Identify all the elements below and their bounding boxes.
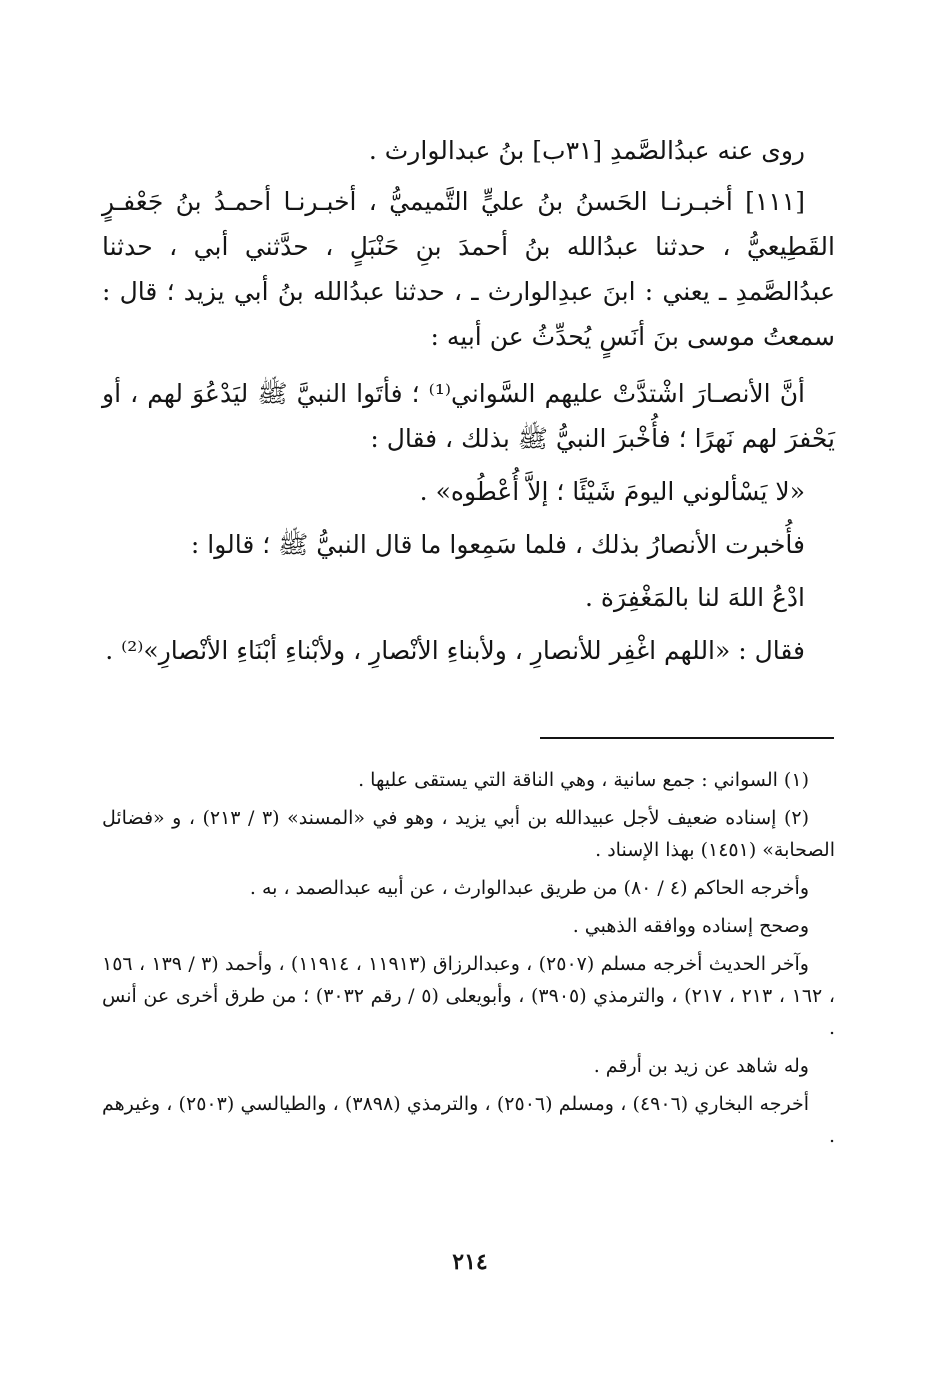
footnotes [102, 764, 835, 1158]
intro-line: روى عنه عبدُالصَّمدِ [٣١ب] بنُ عبدالوارث . [368, 136, 805, 165]
prophet-dua: فقال : «اللهم اغْفِر للأنصارِ ، ولأبناءِ الأنْصارِ ، ولأبْناءِ أبْنَاءِ الأنْصارِ»⁽²⁾ . [105, 636, 805, 665]
footnote-2-hakim: وأخرجه الحاكم (٤ / ٨٠) من طريق عبدالوارث ، عن أبيه عبدالصمد ، به . [249, 877, 809, 899]
footnote-2-dhahabi: وصحح إسناده ووافقه الذهبي . [572, 915, 809, 937]
main-text [102, 128, 835, 681]
footnote-1: (١) السواني : جمع سانية ، وهي الناقة التي يستقى عليها . [358, 769, 809, 791]
footnote-separator [540, 737, 834, 739]
prophet-quote: «لا يَسْألوني اليومَ شَيْئًا ؛ إلاَّ أُعْطُوه» . [419, 477, 805, 506]
page-number: ٢١٤ [452, 1249, 488, 1275]
hadith-isnad: [١١١] أخبـرنـا الحَسنُ بنُ عليٍّ التَّميميُّ ، أخبـرنـا أحمـدُ بنُ جَعْفـرٍ القَطِيعيُّ ، حدثنا عبدُالله بنُ أحمدَ بنِ حَنْبَلٍ ، حدَّثني أبي ، حدثنا عبدُالصَّمدِ ـ يعني : ابنَ عبدِالوارث ـ ، حدثنا عبدُالله بنُ أبي يزيد ؛ قال : سمعتُ موسى بنَ أنَسٍ يُحدِّثُ عن أبيه : [102, 187, 835, 351]
hadith-matn: أنَّ الأنصـارَ اشْتدَّتْ عليهم السَّواني⁽¹⁾ ؛ فأتَوا النبيَّ ﷺ ليَدْعُوَ لهم ، أو يَحْفرَ لهم نَهرًا ؛ فأُخْبرَ النبيُّ ﷺ بذلك ، فقال : [102, 379, 835, 453]
footnote-2: (٢) إسناده ضعيف لأجل عبيدالله بن أبي يزيد ، وهو في «المسند» (٣ / ٢١٣) ، و «فضائل الصحابة» (١٤٥١) بهذا الإسناد . [102, 807, 835, 861]
footnote-2-bukhari: أخرجه البخاري (٤٩٠٦) ، ومسلم (٢٥٠٦) ، والترمذي (٣٨٩٨) ، والطيالسي (٢٥٠٣) ، وغيرهم . [102, 1093, 835, 1147]
footnote-2-witness: وله شاهد عن زيد بن أرقم . [593, 1055, 809, 1077]
footnote-2-other-routes: وآخر الحديث أخرجه مسلم (٢٥٠٧) ، وعبدالرزاق (١١٩١٣ ، ١١٩١٤) ، وأحمد (٣ / ١٣٩ ، ١٥٦ ، ١٦٢ ، ٢١٣ ، ٢١٧) ، والترمذي (٣٩٠٥) ، وأبويعلى (٥ / رقم ٣٠٣٢) ؛ من طرق أخرى عن أنس . [102, 953, 835, 1039]
ansar-report: فأُخبرت الأنصارُ بذلك ، فلما سَمِعوا ما قال النبيُّ ﷺ ؛ قالوا : [190, 530, 805, 559]
ansar-request: ادْعُ اللهَ لنا بالمَغْفِرَة . [585, 583, 805, 612]
